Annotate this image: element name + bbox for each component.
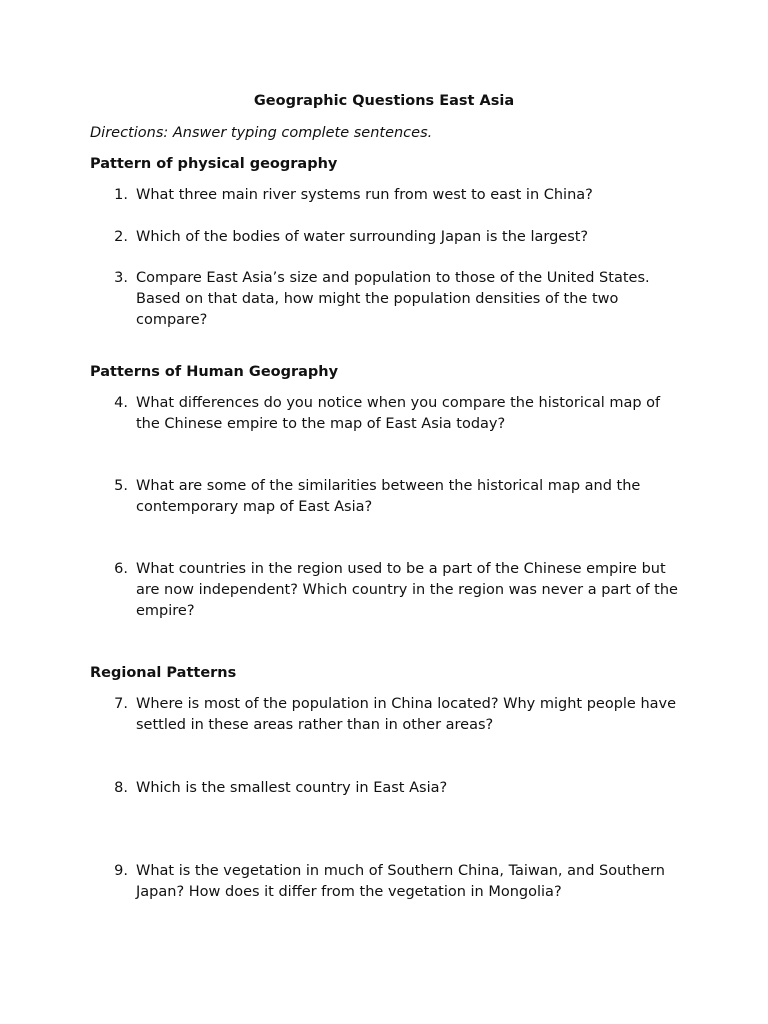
- question-text: Which of the bodies of water surrounding Japan is the largest?: [136, 229, 589, 245]
- section-heading-physical-geography: Pattern of physical geography: [90, 156, 338, 172]
- question-item: [90, 778, 680, 799]
- question-item: [90, 227, 680, 248]
- question-text: Which is the smallest country in East Asia?: [136, 780, 448, 796]
- question-item: [90, 268, 680, 331]
- question-number: 8.: [114, 780, 128, 796]
- page-title: Geographic Questions East Asia: [253, 93, 515, 109]
- question-text: What three main river systems run from west to east in China?: [136, 187, 593, 203]
- question-item: [90, 559, 680, 622]
- question-number: 5.: [114, 478, 128, 494]
- question-text: Compare East Asia’s size and population to those of the United States. Based on that data, how might the population densities of the two compare?: [136, 270, 650, 328]
- section-heading-regional-patterns: Regional Patterns: [90, 665, 237, 681]
- question-text: What is the vegetation in much of Southern China, Taiwan, and Southern Japan? How does it differ from the vegetation in Mongolia?: [136, 863, 665, 900]
- question-number: 6.: [114, 561, 128, 577]
- question-text: Where is most of the population in China located? Why might people have settled in these areas rather than in other areas?: [136, 696, 677, 733]
- question-text: What are some of the similarities between the historical map and the contemporary map of East Asia?: [136, 478, 641, 515]
- question-number: 9.: [114, 863, 128, 879]
- question-number: 2.: [114, 229, 128, 245]
- question-item: [90, 393, 680, 435]
- question-number: 3.: [114, 270, 128, 286]
- question-text: What differences do you notice when you compare the historical map of the Chinese empire to the map of East Asia today?: [136, 395, 661, 432]
- question-number: 1.: [114, 187, 128, 203]
- question-text: What countries in the region used to be a part of the Chinese empire but are now independent? Which country in the region was never a part of the empire?: [136, 561, 678, 619]
- question-item: [90, 476, 680, 518]
- question-number: 7.: [114, 696, 128, 712]
- question-item: [90, 861, 680, 903]
- section-heading-human-geography: Patterns of Human Geography: [90, 364, 339, 380]
- question-item: [90, 185, 680, 206]
- question-item: [90, 694, 680, 736]
- question-number: 4.: [114, 395, 128, 411]
- directions-text: Directions: Answer typing complete sentences.: [90, 125, 433, 141]
